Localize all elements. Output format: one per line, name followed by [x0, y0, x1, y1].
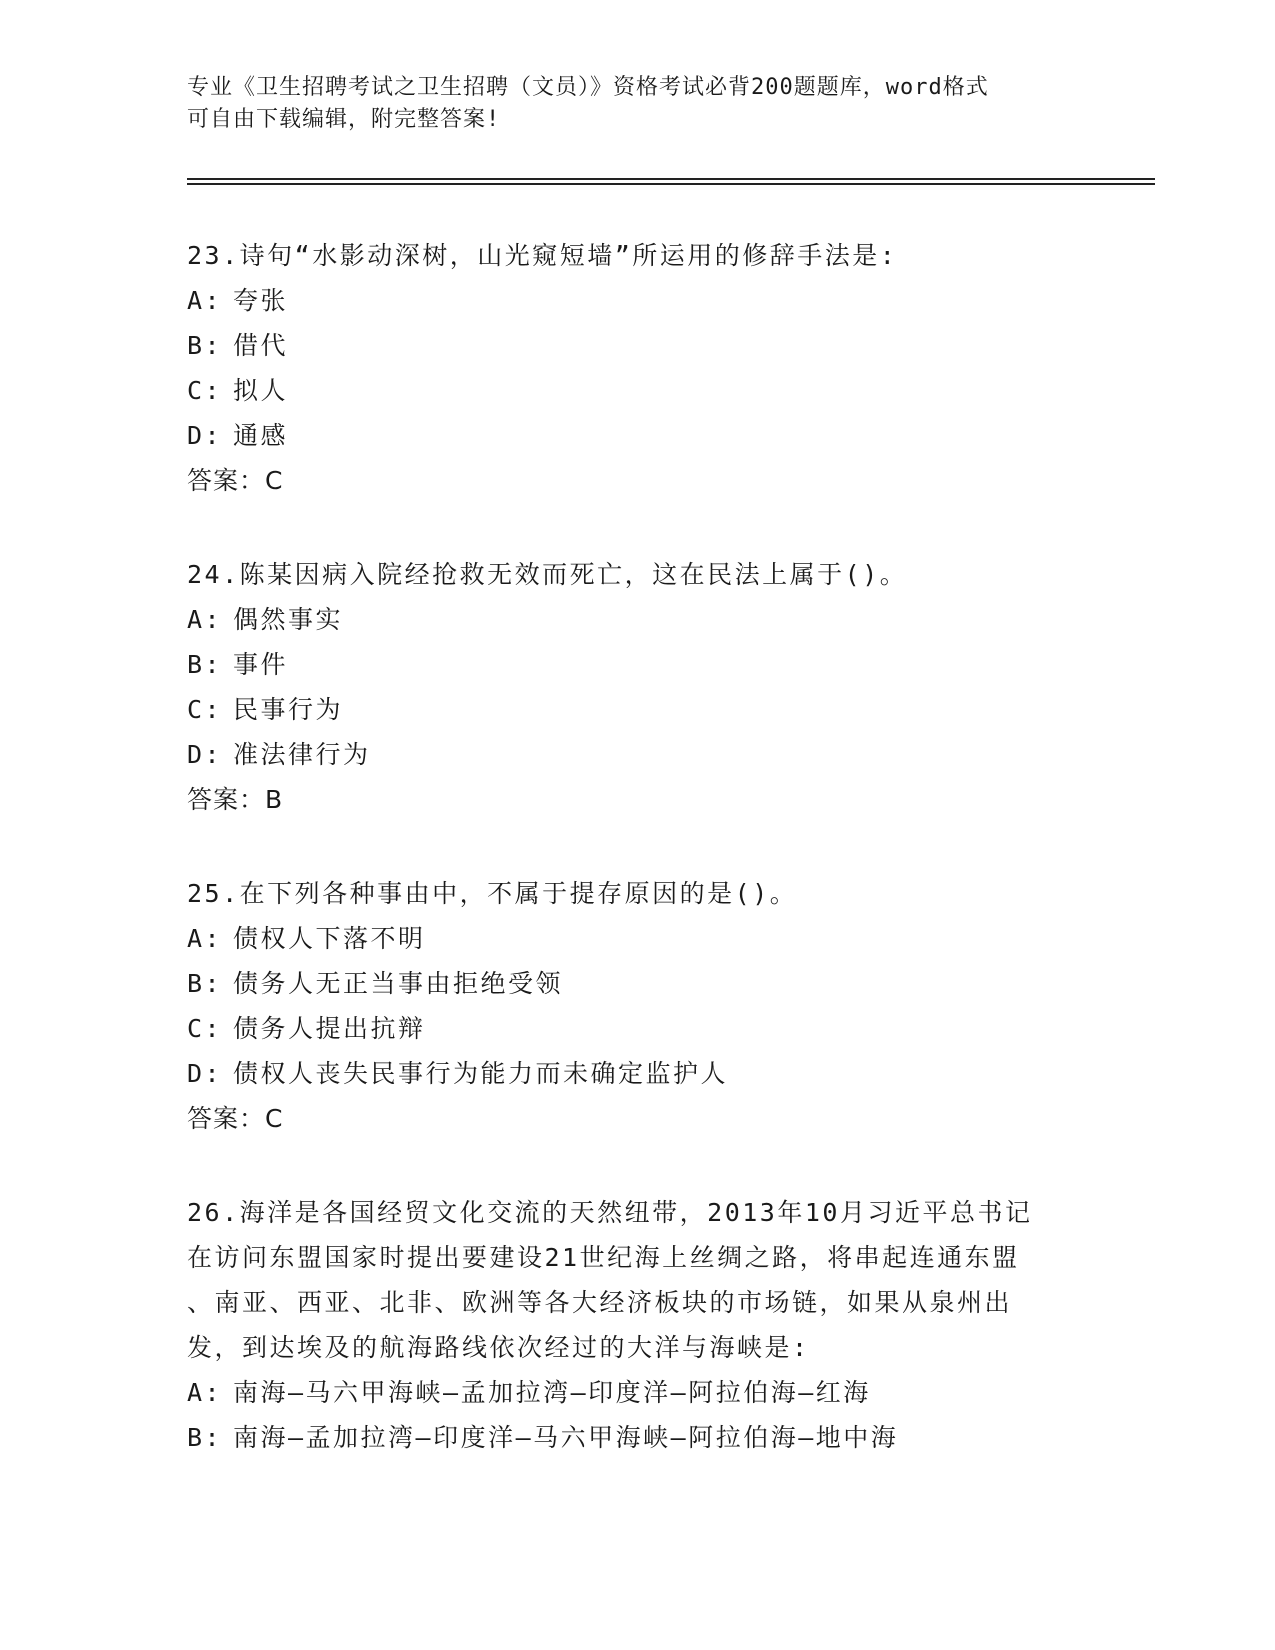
option-key: B: [187, 969, 223, 998]
answer-key: 答案：C [187, 1104, 284, 1133]
answer-option [187, 1006, 1087, 1051]
question-stem [187, 233, 1087, 278]
header-divider-bottom [187, 183, 1155, 185]
option-text: 债务人无正当事由拒绝受领 [233, 969, 564, 998]
answer-key: 答案：B [187, 785, 284, 814]
option-key: B: [187, 1423, 223, 1452]
option-key: C: [187, 376, 223, 405]
option-key: D: [187, 1059, 223, 1088]
option-text: 夸张 [233, 286, 289, 315]
question-stem-line: 24.陈某因病入院经抢救无效而死亡，这在民法上属于()。 [187, 560, 908, 589]
option-text: 借代 [233, 331, 289, 360]
document-header [187, 72, 1077, 136]
answer-option [187, 278, 1087, 323]
answer-option [187, 1051, 1087, 1096]
answer-option [187, 916, 1087, 961]
question-stem-line: 在访问东盟国家时提出要建设21世纪海上丝绸之路，将串起连通东盟 [187, 1243, 1020, 1272]
header-title-line-2: 可自由下载编辑，附完整答案! [187, 107, 501, 132]
answer-option [187, 732, 1087, 777]
answer-option [187, 413, 1087, 458]
option-key: C: [187, 695, 223, 724]
question-stem-line: 23.诗句“水影动深树，山光窥短墙”所运用的修辞手法是: [187, 241, 898, 270]
answer-option [187, 1370, 1087, 1415]
answer-key: 答案：C [187, 466, 284, 495]
question-block [187, 1190, 1087, 1460]
option-text: 拟人 [233, 376, 289, 405]
question-stem-line: 、南亚、西亚、北非、欧洲等各大经济板块的市场链，如果从泉州出 [187, 1288, 1013, 1317]
question-stem-line: 26.海洋是各国经贸文化交流的天然纽带，2013年10月习近平总书记 [187, 1198, 1033, 1227]
answer-option [187, 597, 1087, 642]
option-key: A: [187, 605, 223, 634]
question-stem [187, 871, 1087, 916]
answer-option [187, 687, 1087, 732]
option-text: 通感 [233, 421, 289, 450]
answer-option [187, 1415, 1087, 1460]
question-block [187, 552, 1087, 822]
option-text: 偶然事实 [233, 605, 344, 634]
option-text: 民事行为 [233, 695, 344, 724]
option-text: 南海—马六甲海峡—孟加拉湾—印度洋—阿拉伯海—红海 [233, 1378, 871, 1407]
option-text: 债权人丧失民事行为能力而未确定监护人 [233, 1059, 729, 1088]
option-key: A: [187, 286, 223, 315]
option-key: A: [187, 1378, 223, 1407]
question-stem-line: 发，到达埃及的航海路线依次经过的大洋与海峡是: [187, 1333, 810, 1362]
option-key: D: [187, 740, 223, 769]
option-text: 债务人提出抗辩 [233, 1014, 426, 1043]
option-key: D: [187, 421, 223, 450]
header-title-line-1: 专业《卫生招聘考试之卫生招聘（文员）》资格考试必背200题题库，word格式 [187, 75, 989, 100]
question-stem [187, 1190, 1087, 1370]
option-key: B: [187, 331, 223, 360]
question-list [187, 233, 1087, 1509]
question-stem [187, 552, 1087, 597]
option-text: 债权人下落不明 [233, 924, 426, 953]
answer-option [187, 368, 1087, 413]
option-text: 事件 [233, 650, 289, 679]
header-divider-top [187, 178, 1155, 180]
answer-option [187, 961, 1087, 1006]
option-key: A: [187, 924, 223, 953]
answer-option [187, 642, 1087, 687]
option-key: C: [187, 1014, 223, 1043]
question-block [187, 871, 1087, 1141]
option-text: 准法律行为 [233, 740, 371, 769]
question-block [187, 233, 1087, 503]
answer-option [187, 323, 1087, 368]
question-stem-line: 25.在下列各种事由中，不属于提存原因的是()。 [187, 879, 798, 908]
option-text: 南海—孟加拉湾—印度洋—马六甲海峡—阿拉伯海—地中海 [233, 1423, 899, 1452]
option-key: B: [187, 650, 223, 679]
